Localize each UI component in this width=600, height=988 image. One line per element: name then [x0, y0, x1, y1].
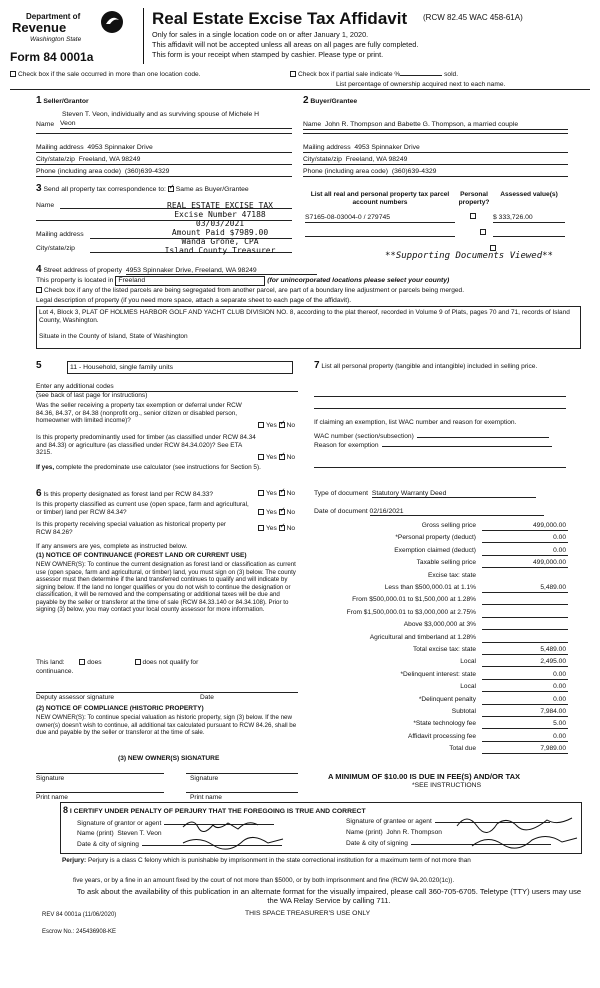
tax-calc-value[interactable]: 5,489.00 — [482, 646, 568, 655]
partial-sale-check[interactable] — [290, 71, 458, 79]
percentage-note: List percentage of ownership acquired next to each name. — [336, 81, 506, 88]
parcel-header: List all real and personal property tax parcel account numbers — [310, 191, 450, 206]
yes-checkbox[interactable] — [258, 454, 264, 460]
q-exemption: Was the seller receiving a property tax exemption or deferral under RCW 84.36, 84.37, or 84.38 (nonprofit org., senior citizen or disabled person, homeowner with limited income)? — [36, 402, 242, 425]
tax-calc-label: Total due — [449, 745, 476, 753]
tax-calc-value[interactable]: 2,495.00 — [482, 658, 568, 667]
q-timber: Is this property predominantly used for timber (as classified under RCW 84.34 and 84.33) or agriculture (as classified under RCW 84.34.020)? See ETA 3215. — [36, 434, 256, 457]
notice2-title: (2) NOTICE OF COMPLIANCE (HISTORIC PROPERTY) — [36, 705, 204, 712]
does-checkbox[interactable] — [79, 659, 85, 665]
tax-calc-label: Affidavit processing fee — [407, 732, 476, 740]
tax-corr-mailing-label: Mailing address — [36, 231, 84, 238]
see-instructions: *SEE INSTRUCTIONS — [412, 782, 482, 789]
seller-name-field[interactable]: Veon — [60, 120, 292, 129]
q-current-use-answer[interactable]: Yes ✓No — [258, 509, 295, 517]
assessed-value[interactable]: $ 333,726.00 — [493, 214, 565, 223]
tax-calc-label: Less than $500,000.01 at 1.1% — [384, 584, 476, 591]
owner-print-label-1: Print name — [36, 794, 68, 801]
tax-calc-row — [314, 644, 568, 656]
q-timber-answer[interactable]: Yes ✓ No — [258, 454, 295, 462]
yes-checkbox[interactable] — [258, 422, 264, 428]
stamp-line: Island County Treasurer — [164, 246, 276, 255]
stamp-line: Wanda Grone, CPA — [181, 237, 259, 246]
tax-calc-label: *State technology fee — [413, 720, 476, 728]
wac-number[interactable]: WAC number (section/subsection) — [314, 433, 566, 441]
notice2-text: NEW OWNER(S): To continue special valuation as historic property, sign (3) below. If the new owner(s) doesn't wish to continue, all additional tax calculated pursuant to RCW 84.26, shall be due and payable by the seller or transferor at the time of sale. — [36, 714, 297, 737]
tax-calc-value[interactable]: 0.00 — [482, 683, 568, 692]
tax-calc-row — [314, 694, 568, 706]
buyer-name[interactable]: Name John R. Thompson and Babette G. Thompson, a married couple — [303, 121, 568, 130]
treasurer-stamp — [150, 201, 290, 255]
tax-calc-label: Taxable selling price — [416, 559, 476, 567]
tax-calc-value[interactable] — [482, 572, 568, 581]
tax-calc-label: *Delinquent penalty — [418, 695, 476, 703]
no-checkbox[interactable] — [279, 422, 285, 428]
owner-sig-label-2: Signature — [190, 775, 219, 782]
seller-blank-line — [36, 133, 292, 134]
dept-line2: Revenue — [12, 20, 67, 35]
grantor-sig[interactable]: Signature of grantor or agent — [77, 820, 274, 828]
buyer-city[interactable]: City/state/zip Freeland, WA 98249 — [303, 156, 568, 165]
grantee-sig[interactable]: Signature of grantee or agent — [346, 818, 550, 826]
q-current-use: Is this property classified as current use (open space, farm and agricultural, or timber) land per RCW 84.34? — [36, 501, 249, 516]
form-title: Real Estate Excise Tax Affidavit — [152, 9, 408, 28]
tax-corr-city-label: City/state/zip — [36, 245, 75, 252]
wa-logo-icon — [100, 10, 124, 34]
rev-number: REV 84 0001a (11/06/2020) — [42, 912, 117, 918]
seller-name-label: Name — [36, 121, 55, 128]
tax-calc-row — [314, 570, 568, 582]
tax-calc-row — [314, 706, 568, 718]
grantor-name[interactable]: Name (print) Steven T. Veon — [77, 830, 162, 837]
q-historic: Is this property receiving special valuation as historical property per RCW 84.26? — [36, 521, 227, 536]
deputy-date-label: Date — [200, 694, 214, 701]
tax-calc-value[interactable]: 0.00 — [482, 696, 568, 705]
tax-calc-row — [314, 718, 568, 730]
tax-calc-label: Exemption claimed (deduct) — [394, 546, 476, 554]
checkbox-icon[interactable] — [36, 287, 42, 293]
buyer-blank-line — [303, 133, 568, 134]
tax-calc-value[interactable]: 0.00 — [482, 671, 568, 680]
segregated-check[interactable]: Check box if any of the listed parcels are being segregated from another parcel, are part of a boundary line adjustment or parcels being merged. — [36, 287, 464, 295]
any-yes-note: If any answers are yes, complete as instructed below. — [36, 543, 188, 550]
stamp-line: Amount Paid $7989.00 — [171, 228, 269, 237]
continuance: continuance. — [36, 668, 74, 675]
tax-calc-value[interactable]: 0.00 — [482, 547, 568, 556]
escrow-number: Escrow No.: 245436908-KE — [42, 929, 117, 935]
tax-calc-row — [314, 681, 568, 693]
tax-calc-row — [314, 619, 568, 631]
tax-calc-row — [314, 731, 568, 743]
grantee-signature-icon — [452, 812, 582, 852]
seller-city[interactable]: City/state/zip Freeland, WA 98249 — [36, 156, 292, 165]
supporting-docs-stamp: **Supporting Documents Viewed** — [385, 251, 553, 261]
header-divider — [143, 8, 144, 64]
personal-checkbox[interactable] — [490, 245, 496, 251]
tax-calc-label: From $1,500,000.01 to $3,000,000 at 2.75% — [346, 608, 476, 616]
q-historic-answer[interactable]: Yes ✓No — [258, 525, 295, 533]
tax-calc-label: Gross selling price — [421, 522, 476, 529]
use-code-field[interactable]: 11 - Household, single family units — [67, 361, 293, 374]
q-forest-answer[interactable]: Yes ✓No — [258, 490, 295, 498]
tax-calc-value[interactable] — [482, 596, 568, 605]
yes-checkbox[interactable] — [258, 490, 264, 496]
q-forest: 6 Is this property designated as forest land per RCW 84.33? — [36, 488, 214, 499]
tax-calc-value[interactable]: 7,989.00 — [482, 745, 568, 754]
dor-logo — [8, 8, 128, 46]
assessed-header: Assessed value(s) — [500, 191, 558, 198]
notice1-text: NEW OWNER(S): To continue the current designation as forest land or classification as current use (open space, farm and agricultural, or timber) land, you must sign on (3) below. The county assessor must then determine if the land transferred continues to qualify and will indicate by signing below. If the land no longer qualifies or you do not wish to continue the designation or classification, it will be removed and the compensating or additional taxes will be due and payable by the seller or transferor at the time of sale (RCW 84.33.140 or 84.34.108). Prior to signing (3) below, you may contact your local county assessor for more information. — [36, 561, 296, 614]
tax-calc-value[interactable]: 499,000.00 — [482, 559, 568, 568]
treasurer-use: THIS SPACE TREASURER'S USE ONLY — [245, 910, 371, 917]
tax-calc-label: Local — [460, 683, 476, 691]
q-exemption-answer[interactable]: Yes ✓ No — [258, 422, 295, 430]
perjury-text: Perjury: Perjury is a class C felony which is punishable by imprisonment in the state correctional institution for a maximum term of not more than — [62, 857, 471, 864]
buyer-mailing[interactable]: Mailing address 4953 Spinnaker Drive — [303, 144, 568, 153]
tax-calc-label: From $500,000.01 to $1,500,000 at 1.28% — [352, 596, 476, 604]
exemption-note: If claiming an exemption, list WAC number and reason for exemption. — [314, 419, 517, 426]
seller-heading: 1 Seller/Grantor — [36, 95, 89, 106]
tax-calc-row — [314, 669, 568, 681]
owner-print-line-1[interactable] — [36, 792, 164, 793]
legal-label: Legal description of property (if you need more space, attach a separate sheet to each page of the affidavit). — [36, 297, 352, 304]
owner-print-label-2: Print name — [190, 794, 222, 801]
tax-calc-value[interactable]: 7,984.00 — [482, 708, 568, 717]
tax-calc-value[interactable]: 0.00 — [482, 733, 568, 742]
tax-calc-row — [314, 520, 568, 532]
form-number: Form 84 0001a — [10, 50, 94, 64]
no-checkbox[interactable] — [279, 454, 285, 460]
stamp-line: 03/03/2021 — [195, 219, 245, 228]
this-land[interactable]: This land: does does not qualify for — [36, 659, 199, 666]
owner-sig-label-1: Signature — [36, 775, 65, 782]
tax-calc-value[interactable] — [482, 634, 568, 643]
tax-calc-label: Above $3,000,000 at 3% — [403, 621, 476, 629]
no-checkbox[interactable] — [279, 525, 285, 531]
tax-calc-row — [314, 656, 568, 668]
notice1-title: (1) NOTICE OF CONTINUANCE (FOREST LAND OR CURRENT USE) — [36, 552, 247, 559]
personal-checkbox[interactable] — [470, 213, 476, 219]
parcel-row-empty[interactable] — [305, 236, 455, 237]
header-note1: Only for sales in a single location code on or after January 1, 2020. — [152, 30, 369, 39]
located-in[interactable]: This property is located in Freeland (for unincorporated locations please select your county) — [36, 276, 449, 286]
tax-calc-row — [314, 632, 568, 644]
seller-phone[interactable]: Phone (including area code) (360)639-4329 — [36, 168, 292, 177]
dept-line3: Washington State — [30, 36, 82, 43]
tax-calc-value[interactable] — [482, 609, 568, 618]
tax-calc-row — [314, 545, 568, 557]
tax-corr-name-label: Name — [36, 202, 55, 209]
owner-sig-line-2[interactable] — [186, 773, 298, 774]
tax-calc-row — [314, 594, 568, 606]
no-checkbox[interactable] — [279, 490, 285, 496]
buyer-phone[interactable]: Phone (including area code) (360)639-4329 — [303, 168, 568, 177]
perjury-text2: five years, or by a fine in an amount fixed by the court of not more than $5000, or by both imprisonment and fine (RCW 9A.20.020(1c)). — [73, 877, 455, 884]
seller-mailing[interactable]: Mailing address 4953 Spinnaker Drive — [36, 144, 292, 153]
tax-calc-value[interactable]: 5.00 — [482, 720, 568, 729]
reason-line-2[interactable] — [314, 467, 566, 468]
header-note2: This affidavit will not be accepted unless all areas on all pages are fully completed. — [152, 40, 419, 49]
tax-calc-label: Agricultural and timberland at 1.28% — [369, 633, 476, 641]
tax-calc-value[interactable]: 5,489.00 — [482, 584, 568, 593]
tax-calc-row — [314, 557, 568, 569]
does-not-checkbox[interactable] — [135, 659, 141, 665]
minimum-notice: A MINIMUM OF $10.00 IS DUE IN FEE(S) AND/OR TAX — [328, 772, 521, 781]
sold-label: sold. — [444, 71, 459, 78]
deputy-label: Deputy assessor signature — [36, 694, 115, 701]
see-back: (see back of last page for instructions) — [36, 392, 148, 399]
same-as-buyer-checkbox[interactable] — [168, 186, 174, 192]
reason-exemption[interactable]: Reason for exemption — [314, 442, 566, 450]
parcel-row[interactable]: S7165-08-03004-0 / 279745 — [305, 214, 455, 223]
grantor-signature-icon — [178, 815, 288, 851]
owner-sig-line-1[interactable] — [36, 773, 164, 774]
section5-num: 5 — [36, 360, 42, 371]
divider — [10, 89, 590, 90]
personal-property-line-2[interactable] — [314, 408, 566, 409]
tax-calc-label: Total excise tax: state — [412, 646, 476, 653]
certify-heading: 8 I CERTIFY UNDER PENALTY OF PERJURY THAT THE FOREGOING IS TRUE AND CORRECT — [63, 805, 366, 815]
tax-calc-value[interactable] — [482, 621, 568, 630]
grantee-date[interactable]: Date & city of signing — [346, 840, 551, 848]
yes-checkbox[interactable] — [258, 525, 264, 531]
checkbox-icon[interactable] — [10, 71, 16, 77]
buyer-heading: 2 Buyer/Grantee — [303, 95, 358, 106]
tax-calc-label: *Personal property (deduct) — [395, 534, 476, 542]
stamp-line: Excise Number 47188 — [174, 210, 266, 219]
checkbox-icon[interactable] — [290, 71, 296, 77]
no-checkbox[interactable] — [279, 509, 285, 515]
header-note3: This form is your receipt when stamped by cashier. Please type or print. — [152, 50, 384, 59]
tax-calc-row — [314, 743, 568, 755]
legal-description[interactable] — [36, 306, 581, 349]
deputy-sig-line[interactable] — [36, 692, 298, 693]
multi-location-label: Check box if the sale occurred in more than one location code. — [18, 71, 201, 78]
tax-calc-row — [314, 607, 568, 619]
seller-name-line1: Steven T. Veon, individually and as surviving spouse of Michele H — [62, 111, 260, 118]
legal-text: Lot 4, Block 3, PLAT OF HOLMES HARBOR GOLF AND YACHT CLUB DIVISION NO. 8, according to the plat thereof, recorded in Volume 9 of Plats, pages 70 and 71, records of Island County, Washington. — [39, 309, 570, 324]
notice3-title: (3) NEW OWNER(S) SIGNATURE — [118, 755, 220, 762]
multi-location-check[interactable] — [10, 71, 201, 79]
owner-print-line-2[interactable] — [186, 792, 298, 793]
doc-date[interactable]: Date of document 02/16/2021 — [314, 508, 566, 516]
personal-property-line-1[interactable] — [314, 396, 566, 397]
tax-calc-label: Subtotal — [451, 708, 476, 715]
personal-header: Personal property? — [458, 191, 490, 206]
tax-calc-label: Local — [460, 658, 476, 666]
tax-calc-value[interactable]: 0.00 — [482, 534, 568, 543]
doc-type[interactable]: Type of document Statutory Warranty Deed — [314, 490, 566, 498]
tax-calc-value[interactable]: 499,000.00 — [482, 522, 568, 531]
if-yes-note: If yes, complete the predominate use calculator (see instructions for Section 5). — [36, 464, 261, 471]
tax-calc-row — [314, 582, 568, 594]
form-rcw: (RCW 82.45 WAC 458-61A) — [423, 13, 523, 22]
personal-property-text: 7 List all personal property (tangible and intangible) included in selling price. — [314, 360, 538, 371]
tax-calc-label: *Delinquent interest: state — [400, 670, 476, 678]
assessed-row-empty[interactable] — [493, 236, 565, 237]
tax-calc-label: Excise tax: state — [427, 571, 476, 579]
grantee-name[interactable]: Name (print) John R. Thompson — [346, 829, 442, 836]
tax-calc-row — [314, 532, 568, 544]
availability-note: To ask about the availability of this publication in an alternate format for the visually impaired, please call 360-705-6705. Teletype (TTY) users may use the WA Relay Service by calling 711. — [76, 887, 582, 906]
partial-sale-label: Check box if partial sale indicate % — [298, 71, 401, 78]
grantor-date[interactable]: Date & city of signing — [77, 841, 282, 849]
tax-corr-heading: 3 Send all property tax correspondence to: ✓ Same as Buyer/Grantee — [36, 183, 249, 195]
personal-checkbox[interactable] — [480, 229, 486, 235]
yes-checkbox[interactable] — [258, 509, 264, 515]
stamp-line: REAL ESTATE EXCISE TAX — [167, 201, 273, 210]
additional-codes[interactable]: Enter any additional codes — [36, 383, 298, 392]
street-address[interactable]: 4 Street address of property 4953 Spinnaker Drive, Freeland, WA 98249 — [36, 264, 317, 276]
dept-line1: Department of — [26, 12, 81, 21]
legal-text: Situate in the County of Island, State of Washington — [39, 332, 188, 340]
